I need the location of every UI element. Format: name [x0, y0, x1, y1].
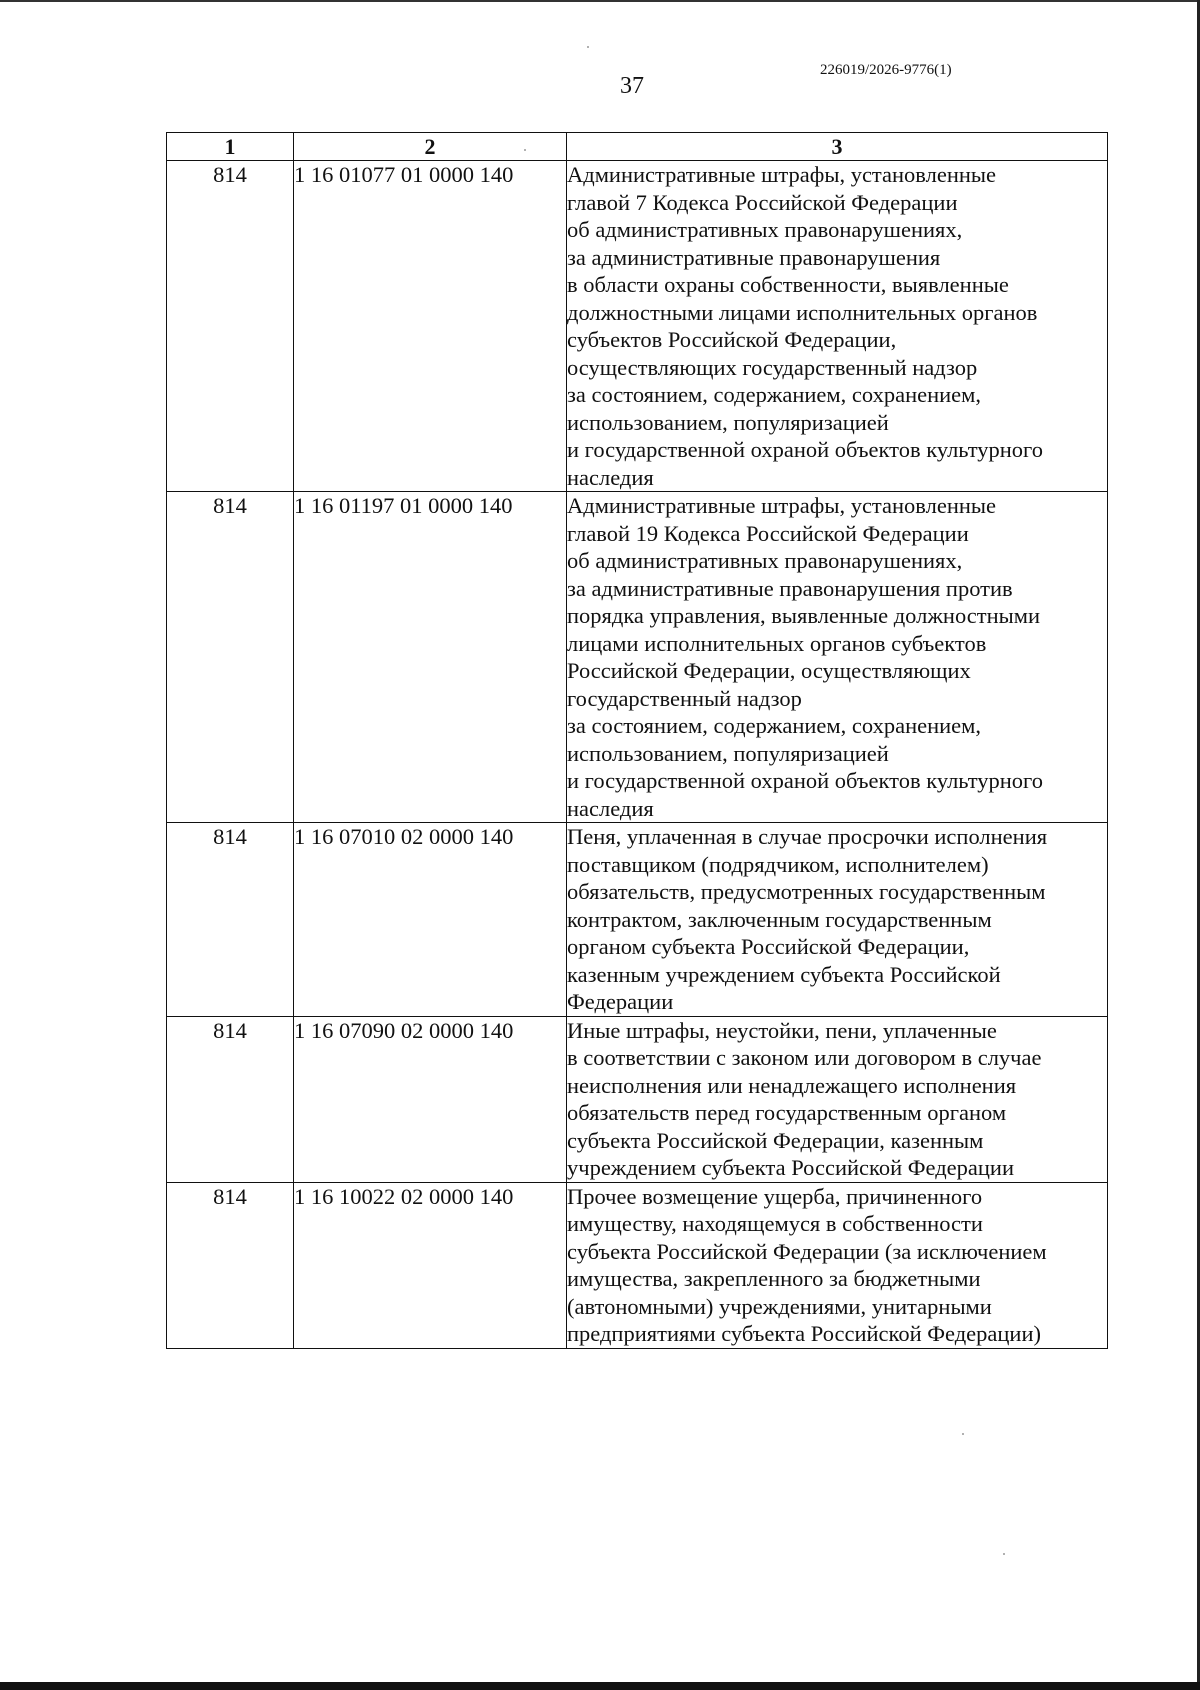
kbk-code-cell: 1 16 07010 02 0000 140	[294, 823, 567, 1017]
column-header-3: 3	[567, 133, 1108, 161]
column-header-2: 2	[294, 133, 567, 161]
description-cell: Административные штрафы, установленные главой 19 Кодекса Российской Федерации об административных правонарушениях, за административные правонарушения против порядка управления, выявленные должностными лицами исполнительных органов субъектов Российской Федерации, осуществляющих государственный надзор за состоянием, содержанием, сохранением, использованием, популяризацией и государственной охраной объектов культурного наследия	[567, 492, 1108, 823]
description-cell: Прочее возмещение ущерба, причиненного имуществу, находящемуся в собственности субъекта Российской Федерации (за исключением имущества, закрепленного за бюджетными (автономными) учреждениями, унитарными предприятиями субъекта Российской Федерации)	[567, 1182, 1108, 1348]
kbk-code-cell: 1 16 01197 01 0000 140	[294, 492, 567, 823]
table-row	[167, 1182, 1108, 1348]
document-id: 226019/2026-9776(1)	[820, 62, 952, 78]
kbk-code-cell: 1 16 07090 02 0000 140	[294, 1016, 567, 1182]
admin-code-cell: 814	[167, 823, 294, 1017]
table-row	[167, 492, 1108, 823]
scan-border-bottom	[0, 1682, 1200, 1690]
description-cell: Пеня, уплаченная в случае просрочки исполнения поставщиком (подрядчиком, исполнителем) обязательств, предусмотренных государственным контрактом, заключенным государственным органом субъекта Российской Федерации, казенным учреждением субъекта Российской Федерации	[567, 823, 1108, 1017]
kbk-code-cell: 1 16 01077 01 0000 140	[294, 161, 567, 492]
budget-codes-table	[166, 132, 1108, 1349]
scan-border-top	[0, 0, 1200, 2]
admin-code-cell: 814	[167, 161, 294, 492]
table-row	[167, 1016, 1108, 1182]
scan-speck	[962, 1433, 964, 1435]
table-row	[167, 161, 1108, 492]
scan-speck	[1003, 1553, 1005, 1555]
table-row	[167, 823, 1108, 1017]
description-cell: Иные штрафы, неустойки, пени, уплаченные в соответствии с законом или договором в случае неисполнения или ненадлежащего исполнения обязательств перед государственным органом субъекта Российской Федерации, казенным учреждением субъекта Российской Федерации	[567, 1016, 1108, 1182]
kbk-code-cell: 1 16 10022 02 0000 140	[294, 1182, 567, 1348]
table-header	[167, 133, 1108, 161]
column-header-1: 1	[167, 133, 294, 161]
admin-code-cell: 814	[167, 1182, 294, 1348]
admin-code-cell: 814	[167, 492, 294, 823]
page-number: 37	[620, 73, 644, 99]
table-header-row	[167, 133, 1108, 161]
scan-speck	[524, 149, 526, 151]
admin-code-cell: 814	[167, 1016, 294, 1182]
table-body	[167, 161, 1108, 1349]
scan-speck	[587, 46, 589, 48]
description-cell: Административные штрафы, установленные главой 7 Кодекса Российской Федерации об административных правонарушениях, за административные правонарушения в области охраны собственности, выявленные должностными лицами исполнительных органов субъектов Российской Федерации, осуществляющих государственный надзор за состоянием, содержанием, сохранением, использованием, популяризацией и государственной охраной объектов культурного наследия	[567, 161, 1108, 492]
